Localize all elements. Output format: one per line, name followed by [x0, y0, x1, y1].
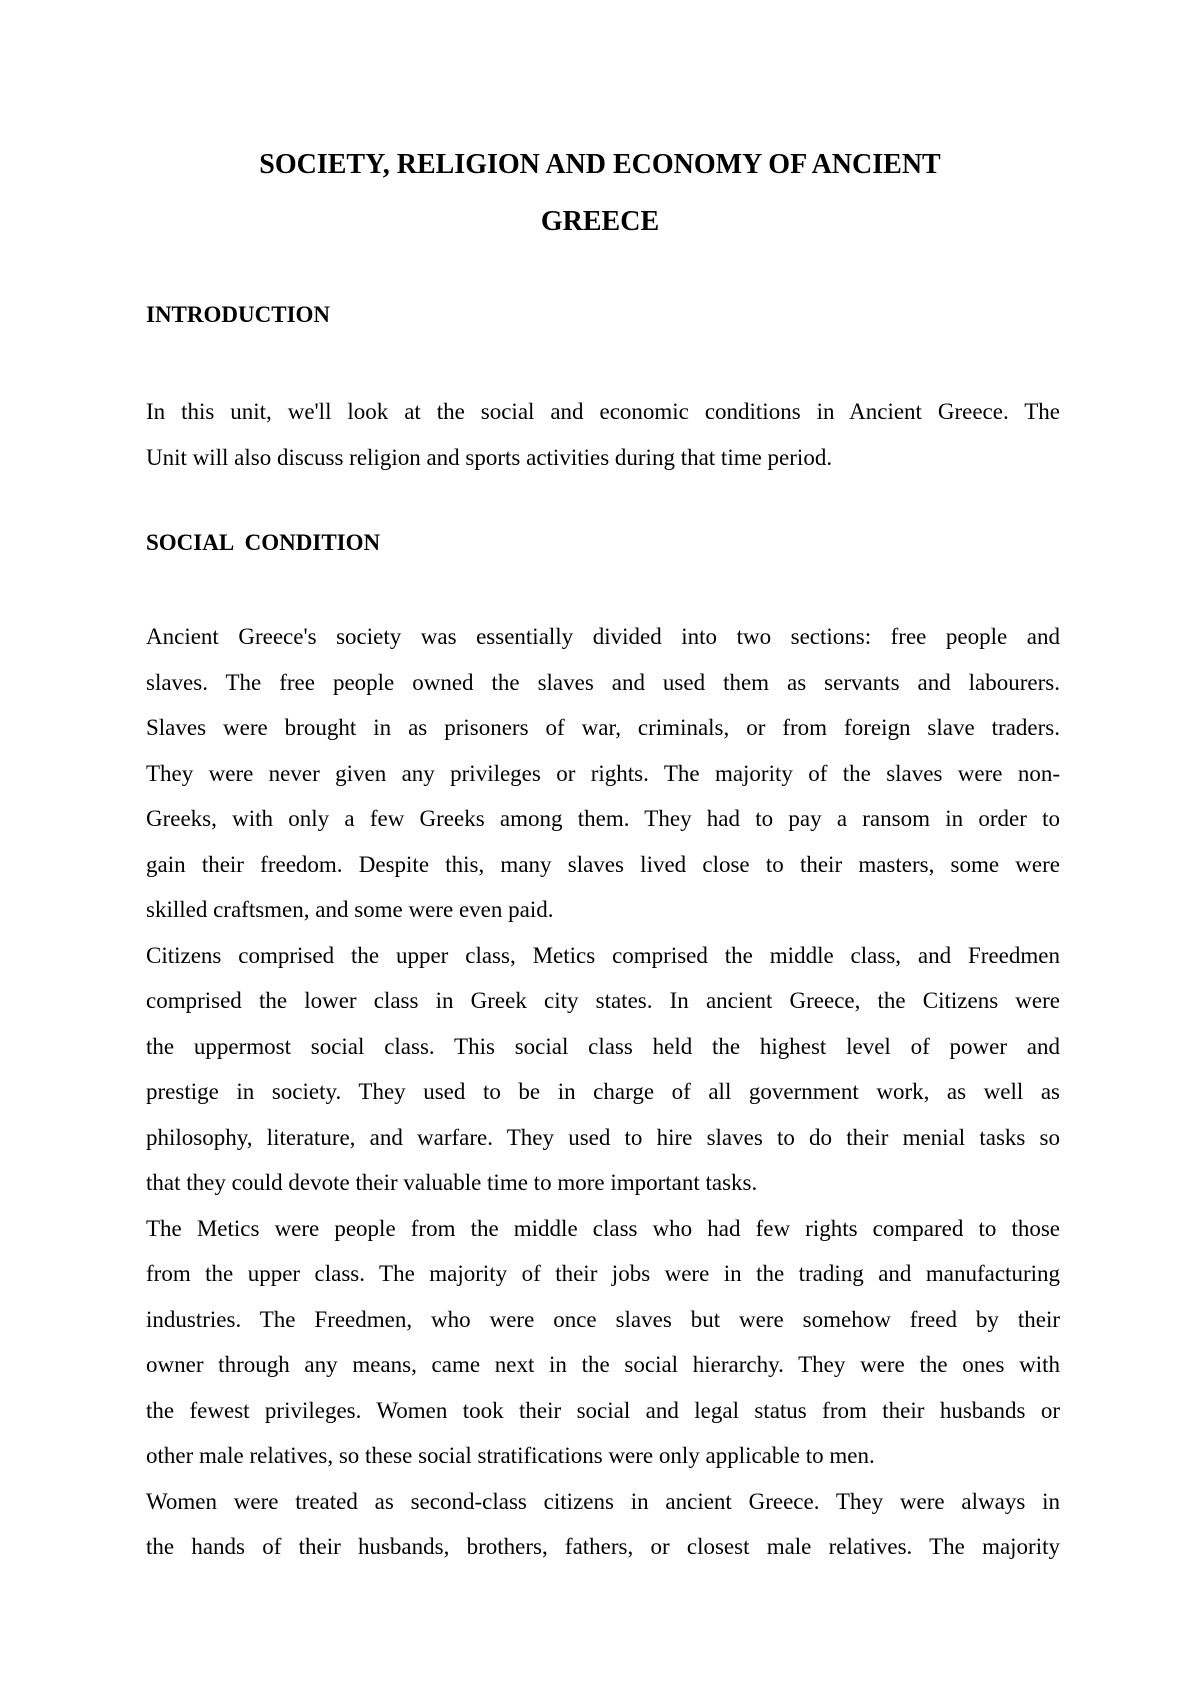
text-line: Citizens comprised the upper class, Metics comprised the middle class, and Freedmen [146, 942, 1060, 968]
text-line: Women were treated as second-class citizens in ancient Greece. They were always in [146, 1488, 1060, 1514]
text-line: gain their freedom. Despite this, many slaves lived close to their masters, some were [146, 851, 1060, 877]
text-line: owner through any means, came next in the social hierarchy. They were the ones with [146, 1352, 1060, 1377]
text-line: industries. The Freedmen, who were once slaves but were somehow freed by their [146, 1306, 1060, 1332]
text-line: Greeks, with only a few Greeks among them. They had to pay a ransom in order to [146, 806, 1060, 831]
text-line: that they could devote their valuable time to more important tasks. [146, 1170, 758, 1195]
introduction-paragraph [146, 389, 1060, 480]
text-line: comprised the lower class in Greek city states. In ancient Greece, the Citizens were [146, 988, 1060, 1013]
social-condition-body [146, 614, 1060, 1570]
text-line: The Metics were people from the middle class who had few rights compared to those [146, 1215, 1060, 1241]
text-line: other male relatives, so these social stratifications were only applicable to men. [146, 1443, 875, 1468]
social-condition-heading: SOCIAL CONDITION [146, 530, 381, 555]
text-line: the fewest privileges. Women took their social and legal status from their husbands or [146, 1397, 1060, 1423]
text-line: Ancient Greece's society was essentially divided into two sections: free people and [146, 624, 1060, 649]
text-line: They were never given any privileges or rights. The majority of the slaves were non- [146, 760, 1060, 786]
text-line: the uppermost social class. This social class held the highest level of power and [146, 1033, 1060, 1059]
text-line: the hands of their husbands, brothers, fathers, or closest male relatives. The majority [146, 1534, 1060, 1559]
text-line: prestige in society. They used to be in charge of all government work, as well as [146, 1079, 1060, 1104]
introduction-heading: INTRODUCTION [146, 302, 331, 327]
text-line: Unit will also discuss religion and sports activities during that time period. [146, 444, 833, 470]
text-line: from the upper class. The majority of their jobs were in the trading and manufacturing [146, 1261, 1060, 1286]
text-line: slaves. The free people owned the slaves and used them as servants and labourers. [146, 669, 1060, 695]
title-line-2: GREECE [540, 206, 660, 237]
title-line-1: SOCIETY, RELIGION AND ECONOMY OF ANCIENT [259, 149, 941, 180]
document-title [160, 136, 1040, 250]
text-line: Slaves were brought in as prisoners of war, criminals, or from foreign slave traders. [146, 715, 1060, 740]
text-line: skilled craftsmen, and some were even paid. [146, 897, 554, 922]
text-line: In this unit, we'll look at the social and economic conditions in Ancient Greece. The [146, 399, 1060, 424]
text-line: philosophy, literature, and warfare. They used to hire slaves to do their menial tasks so [146, 1124, 1060, 1150]
